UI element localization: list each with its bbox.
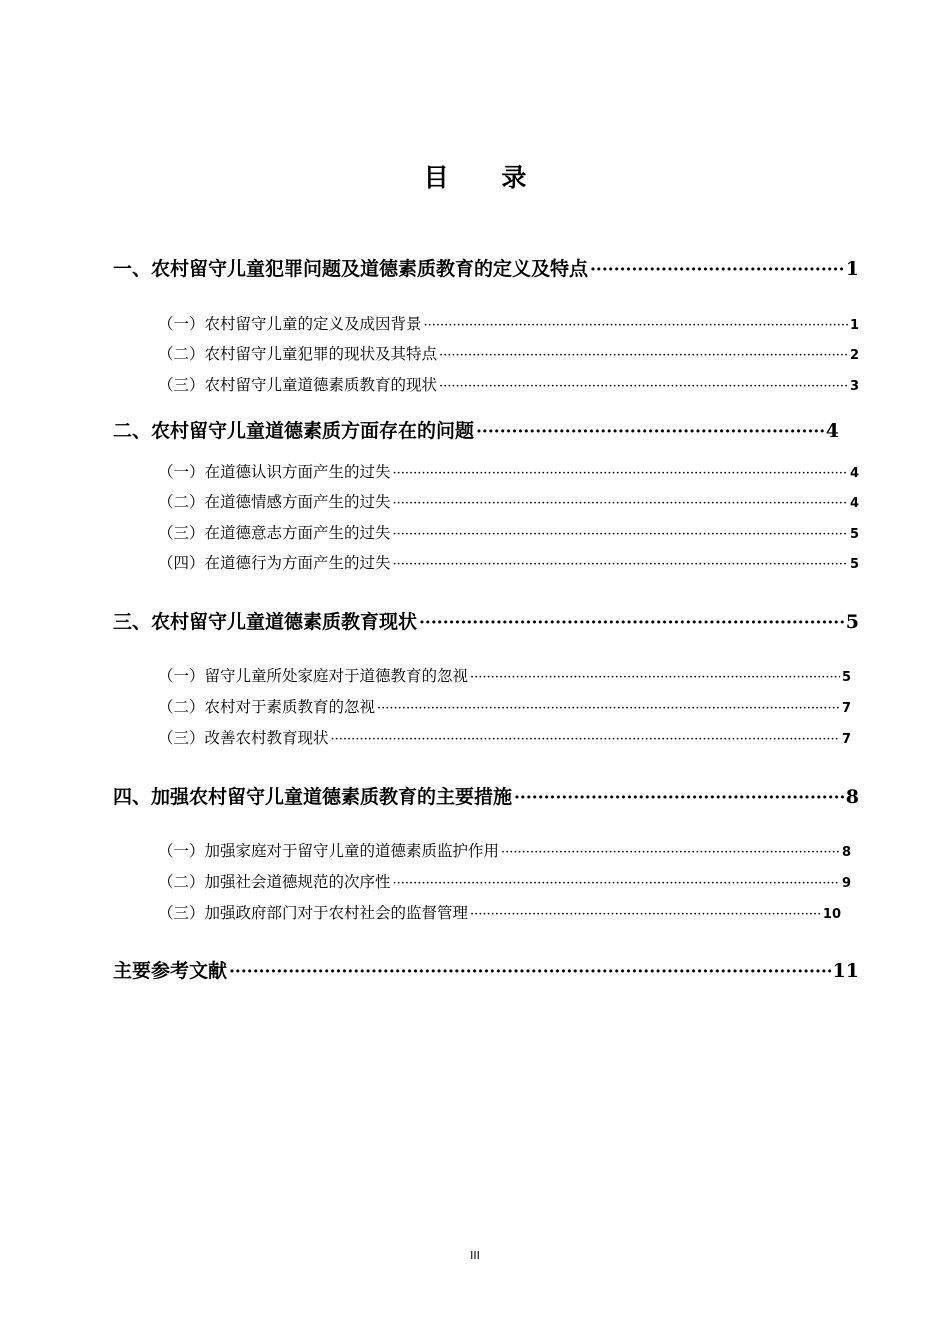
toc-section-4-2[interactable] bbox=[158, 870, 851, 892]
toc-leader-dots bbox=[393, 557, 848, 572]
toc-page-number: 4 bbox=[849, 466, 859, 481]
toc-chapter-3[interactable] bbox=[113, 607, 859, 634]
toc-section-1-2[interactable] bbox=[158, 342, 859, 364]
toc-entry-text: （二）加强社会道德规范的次序性 bbox=[158, 873, 391, 891]
toc-page-number: 1 bbox=[845, 258, 859, 280]
toc-page-number: 8 bbox=[845, 786, 859, 808]
toc-entry-text: 四、加强农村留守儿童道德素质教育的主要措施 bbox=[113, 786, 513, 808]
toc-page-number: 10 bbox=[822, 907, 841, 922]
toc-chapter-2[interactable] bbox=[113, 416, 839, 443]
toc-page-number: 9 bbox=[841, 876, 851, 891]
toc-leader-dots bbox=[439, 379, 848, 394]
toc-page-number: 5 bbox=[841, 670, 851, 685]
toc-page-number: 3 bbox=[849, 379, 859, 394]
toc-leader-dots bbox=[514, 788, 844, 808]
toc-page-number: 7 bbox=[841, 701, 851, 716]
toc-page-number: 7 bbox=[841, 732, 851, 747]
toc-entry-text: （二）农村对于素质教育的忽视 bbox=[158, 698, 376, 716]
toc-section-2-1[interactable] bbox=[158, 460, 859, 482]
toc-entry-text: （四）在道德行为方面产生的过失 bbox=[158, 554, 391, 572]
toc-leader-dots bbox=[377, 701, 840, 716]
toc-entry-text: （一）加强家庭对于留守儿童的道德素质监护作用 bbox=[158, 842, 500, 860]
toc-entry-text: 三、农村留守儿童道德素质教育现状 bbox=[113, 611, 418, 633]
toc-entry-text: （一）在道德认识方面产生的过失 bbox=[158, 463, 391, 481]
toc-entry-text: （一）留守儿童所处家庭对于道德教育的忽视 bbox=[158, 667, 469, 685]
toc-entry-text: （二）在道德情感方面产生的过失 bbox=[158, 493, 391, 511]
toc-entry-text: （三）加强政府部门对于农村社会的监督管理 bbox=[158, 904, 469, 922]
footer-page-number: III bbox=[470, 1249, 480, 1262]
toc-entry-text: （二）农村留守儿童犯罪的现状及其特点 bbox=[158, 345, 438, 363]
toc-leader-dots bbox=[331, 732, 840, 747]
toc-entry-text: （三）在道德意志方面产生的过失 bbox=[158, 524, 391, 542]
toc-page-number: 1 bbox=[849, 318, 859, 333]
toc-section-1-3[interactable] bbox=[158, 373, 859, 395]
toc-chapter-4[interactable] bbox=[113, 782, 859, 809]
toc-section-2-4[interactable] bbox=[158, 551, 859, 573]
toc-page-number: 2 bbox=[849, 348, 859, 363]
toc-page-number: 4 bbox=[825, 420, 839, 442]
toc-section-3-2[interactable] bbox=[158, 695, 851, 717]
toc-entry-text: 一、农村留守儿童犯罪问题及道德素质教育的定义及特点 bbox=[113, 258, 589, 280]
toc-leader-dots bbox=[393, 527, 848, 542]
toc-leader-dots bbox=[393, 466, 848, 481]
toc-page-number: 5 bbox=[849, 557, 859, 572]
toc-leader-dots bbox=[419, 613, 844, 633]
toc-section-4-1[interactable] bbox=[158, 839, 851, 861]
toc-page-number: 8 bbox=[841, 845, 851, 860]
toc-section-3-1[interactable] bbox=[158, 664, 851, 686]
page-title: 目 录 bbox=[423, 163, 549, 192]
toc-leader-dots bbox=[229, 962, 831, 982]
toc-entry-text: （三）农村留守儿童道德素质教育的现状 bbox=[158, 376, 438, 394]
toc-leader-dots bbox=[590, 260, 844, 280]
toc-section-2-3[interactable] bbox=[158, 521, 859, 543]
toc-leader-dots bbox=[424, 318, 848, 333]
toc-page-number: 5 bbox=[849, 527, 859, 542]
toc-leader-dots bbox=[470, 907, 821, 922]
toc-page-number: 11 bbox=[832, 960, 859, 982]
toc-entry-text: 主要参考文献 bbox=[113, 960, 228, 982]
toc-leader-dots bbox=[393, 876, 840, 891]
toc-entry-text: 二、农村留守儿童道德素质方面存在的问题 bbox=[113, 420, 475, 442]
toc-section-2-2[interactable] bbox=[158, 490, 859, 512]
toc-chapter-1[interactable] bbox=[113, 254, 859, 281]
toc-leader-dots bbox=[439, 348, 848, 363]
toc-leader-dots bbox=[393, 496, 848, 511]
toc-leader-dots bbox=[476, 422, 824, 442]
toc-page-number: 5 bbox=[845, 611, 859, 633]
toc-section-3-3[interactable] bbox=[158, 726, 851, 748]
toc-section-1-1[interactable] bbox=[158, 312, 859, 334]
toc-entry-text: （一）农村留守儿童的定义及成因背景 bbox=[158, 315, 422, 333]
toc-leader-dots bbox=[470, 670, 840, 685]
toc-entry-text: （三）改善农村教育现状 bbox=[158, 729, 329, 747]
toc-references[interactable] bbox=[113, 956, 859, 983]
toc-section-4-3[interactable] bbox=[158, 901, 841, 923]
toc-leader-dots bbox=[501, 845, 840, 860]
toc-page-number: 4 bbox=[849, 496, 859, 511]
